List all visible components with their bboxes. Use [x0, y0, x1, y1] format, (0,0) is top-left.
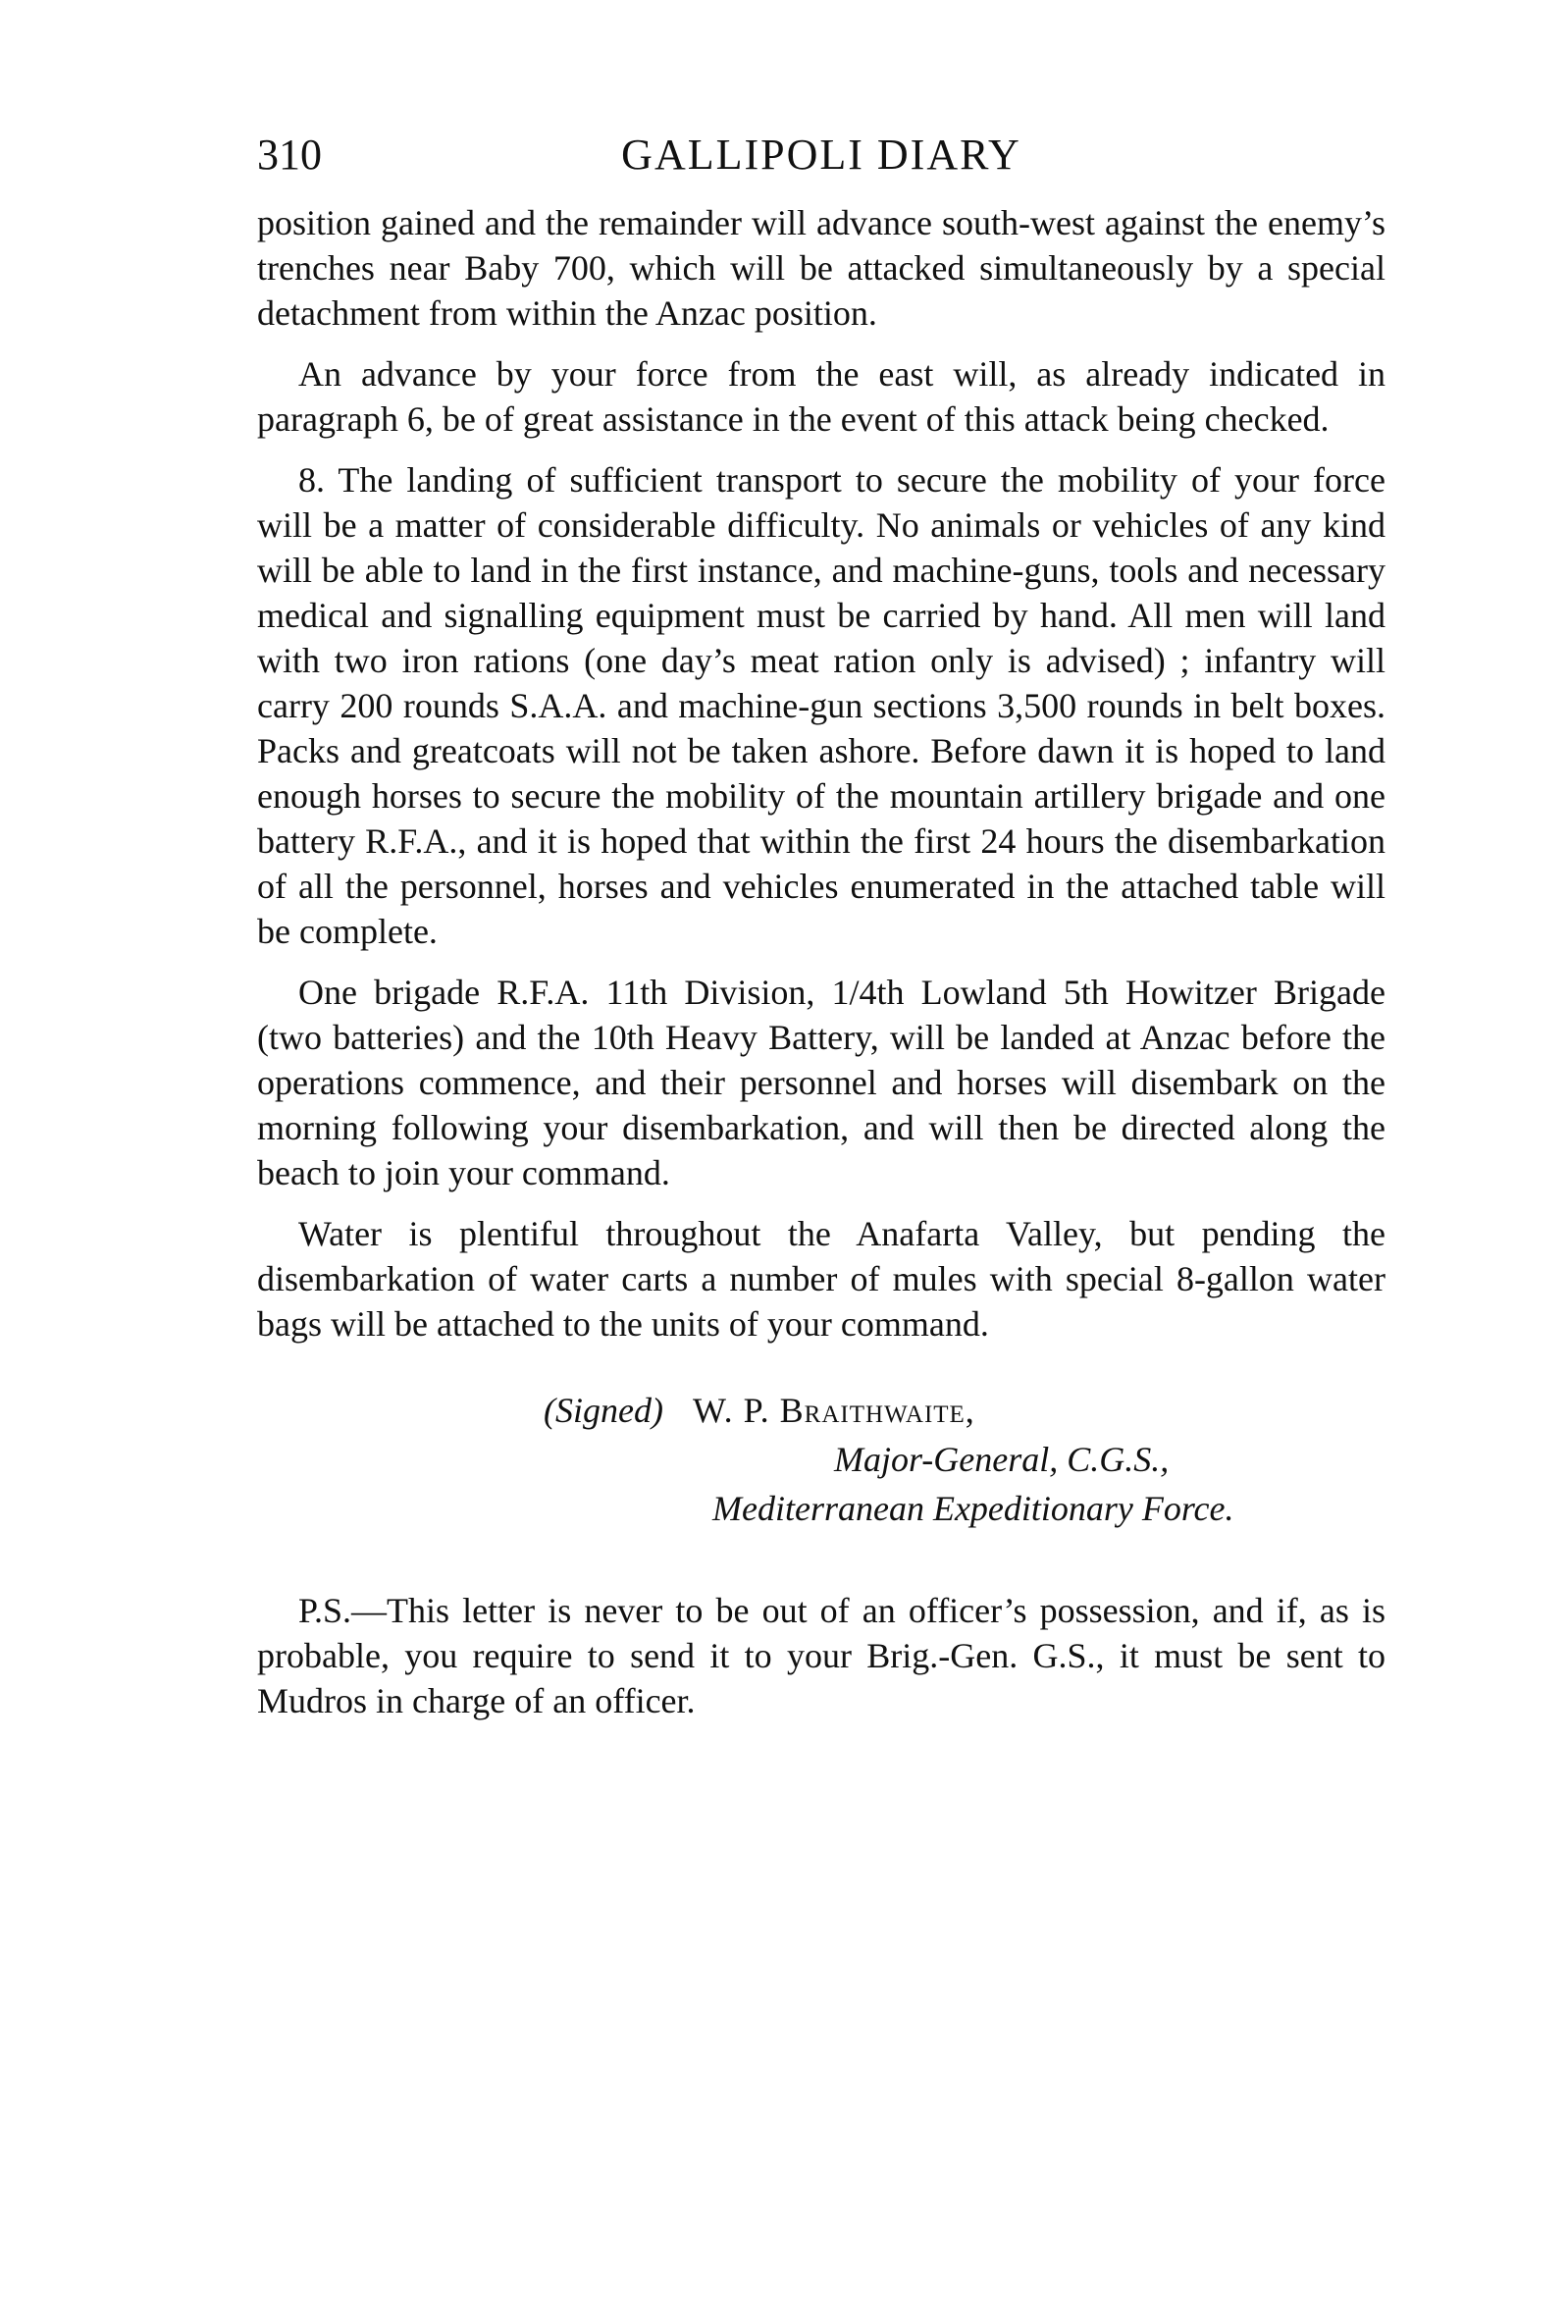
- signature-line: [257, 1388, 1385, 1433]
- paragraph-advance-from-east: An advance by your force from the east will, as already indicated in paragraph 6, be of great assistance in the event of this attack being checked.: [257, 354, 1385, 439]
- signature-block: [257, 1388, 1385, 1531]
- signatory-rank: Major-General, C.G.S.,: [834, 1440, 1170, 1479]
- page-header: [257, 126, 1385, 196]
- signatory-name: W. P. Braithwaite,: [692, 1391, 975, 1430]
- paragraph-artillery: One brigade R.F.A. 11th Division, 1/4th Lowland 5th Howitzer Brigade (two batteries) and the 10th Heavy Battery, will be landed at Anzac before the operations commence, and their personnel and horses will disembark on the morning following your disembarkation, and will then be directed along the beach to join your command.: [257, 973, 1385, 1192]
- paragraph-8-transport: 8. The landing of sufficient transport to secure the mobility of your force will be a matter of considerable difficulty. No animals or vehicles of any kind will be able to land in the first instance, and machine-guns, tools and necessary medical and signalling equipment must be carried by hand. All men will land with two iron rations (one day’s meat ration only is advised) ; infantry will carry 200 rounds S.A.A. and machine-gun sections 3,500 rounds in belt boxes. Packs and greatcoats will not be taken ashore. Before dawn it is hoped to land enough horses to secure the mobility of the mountain artillery brigade and one battery R.F.A., and it is hoped that within the first 24 hours the disembarkation of all the personnel, horses and vehicles enumerated in the attached table will be complete.: [257, 460, 1385, 951]
- paragraph-continuation: position gained and the remainder will advance south-west against the enemy’s trenches near Baby 700, which will be attacked simultaneously by a special detachment from within the Anzac position.: [257, 203, 1385, 333]
- signed-label: (Signed): [544, 1391, 663, 1430]
- page-number: 310: [257, 131, 322, 179]
- postscript: P.S.—This letter is never to be out of an officer’s possession, and if, as is probable, you require to send it to your Brig.-Gen. G.S., it must be sent to Mudros in charge of an officer.: [257, 1591, 1385, 1720]
- running-title: GALLIPOLI DIARY: [621, 131, 1021, 179]
- book-page: [257, 126, 1385, 1739]
- paragraph-water: Water is plentiful throughout the Anafarta Valley, but pending the disembarkation of water carts a number of mules with special 8-gallon water bags will be attached to the units of your command.: [257, 1214, 1385, 1344]
- signatory-force: Mediterranean Expeditionary Force.: [712, 1489, 1234, 1528]
